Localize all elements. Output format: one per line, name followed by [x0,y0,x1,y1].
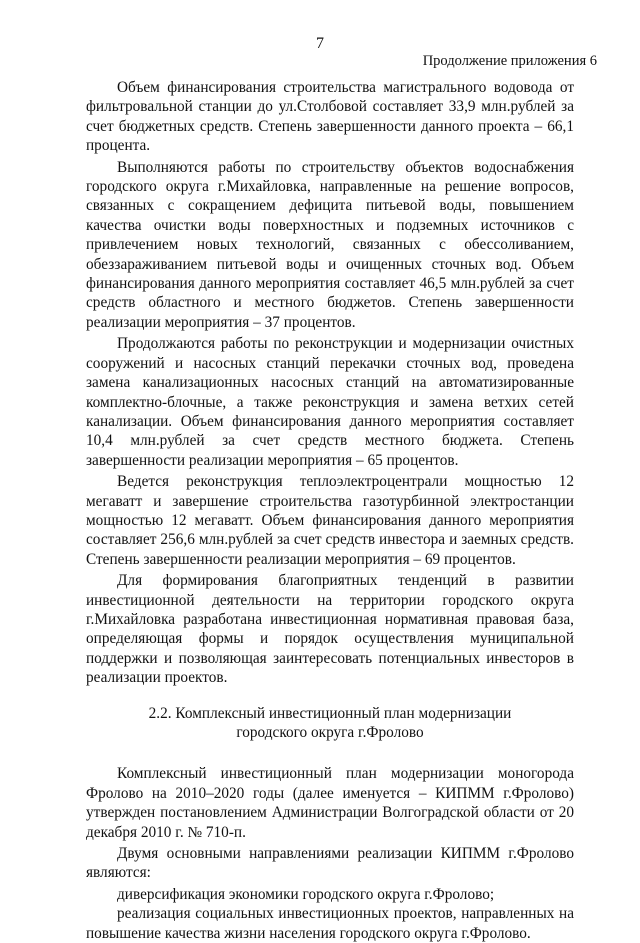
paragraph-sewage: Продолжаются работы по реконструкции и модернизации очистных сооружений и насосных станций перекачки сточных вод, проведена замена канализационных насосных станций на автоматизированные комплектно-блочные, а также реконструкция и замена ветхих сетей канализации. Объем финансирования данного мероприятия составляет 10,4 млн.рублей за счет средств местного бюджета. Степень завершенности реализации мероприятия – 65 процентов. [86,335,574,469]
direction-item: диверсификация экономики городского округа г.Фролово; [117,885,495,903]
paragraph-water-pipeline: Объем финансирования строительства магистрального водовода от фильтровальной станции до ул.Столбовой составляет 33,9 млн.рублей за счет бюджетных средств. Степень завершенности данного проекта – 66,1 процента. [86,79,574,155]
paragraph-investment-base: Для формирования благоприятных тенденций в развитии инвестиционной деятельности на территории городского округа г.Михайловка разработана инвестиционная нормативная правовая база, определяющая формы и порядок осуществления муниципальной поддержки и позволяющая заинтересовать потенциальных инвесторов в реализации проектов. [86,572,574,687]
document-body [86,78,574,943]
paragraph-main-directions: Двумя основными направлениями реализации КИПММ г.Фролово являются: [86,845,574,882]
paragraph-kipmm-plan: Комплексный инвестиционный план модернизации моногорода Фролово на 2010–2020 годы (далее именуется – КИПММ г.Фролово) утвержден постановлением Администрации Волгоградской области от 20 декабря 2010 г. № 710-п. [86,765,574,841]
page-number: 7 [316,35,324,52]
section-heading [86,704,574,743]
section-heading-line-2: городского округа г.Фролово [236,724,424,741]
direction-item: реализация социальных инвестиционных проектов, направленных на повышение качества жизни населения городского округа г.Фролово. [86,905,574,942]
section-heading-line-1: 2.2. Комплексный инвестиционный план модернизации [148,704,512,722]
paragraph-power-plant: Ведется реконструкция теплоэлектроцентрали мощностью 12 мегаватт и завершение строительства газотурбинной электростанции мощностью 12 мегаватт. Объем финансирования данного мероприятия составляет 256,6 млн.рублей за счет средств инвестора и заемных средств. Степень завершенности реализации мероприятия – 69 процентов. [86,473,574,568]
appendix-continuation-label: Продолжение приложения 6 [422,53,597,69]
paragraph-water-supply: Выполняются работы по строительству объектов водоснабжения городского округа г.Михайловка, направленные на решение вопросов, связанных с сокращением дефицита питьевой воды, повышением качества очистки воды поверхностных и подземных источников с привлечением новых технологий, связанных с обессоливанием, обеззараживанием питьевой воды и очищенных сточных вод. Объем финансирования данного мероприятия составляет 46,5 млн.рублей за счет средств областного и местного бюджетов. Степень завершенности реализации мероприятия – 37 процентов. [86,158,574,331]
